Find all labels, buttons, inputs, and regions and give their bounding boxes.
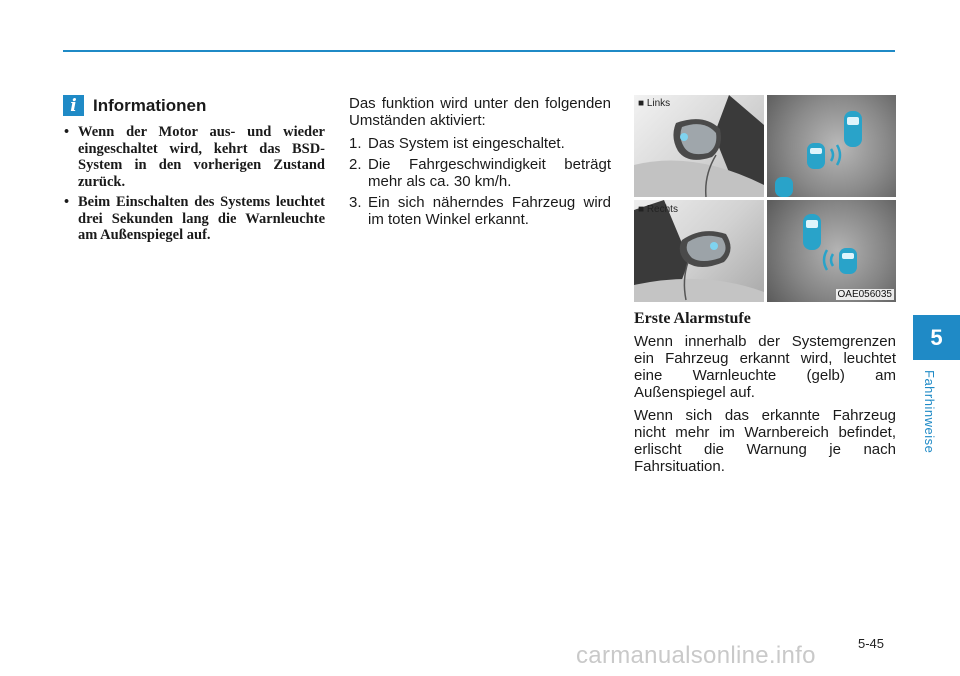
item-number: 1. (349, 135, 362, 152)
mirror-left-photo (634, 95, 764, 197)
activation-text (349, 95, 611, 232)
right-column (634, 95, 896, 481)
activation-intro: Das funktion wird unter den folgenden Umständen aktiviert: (349, 95, 611, 129)
chapter-name-text: Fahrhinweise (922, 370, 937, 454)
section-title: Erste Alarmstufe (634, 310, 751, 327)
bsd-figure (634, 95, 896, 302)
radar-left-diagram (767, 95, 896, 197)
info-header (63, 95, 325, 116)
figure-label-left: ■ Links (638, 98, 671, 109)
info-box (63, 95, 325, 248)
section-paragraph: Wenn sich das erkannte Fahrzeug nicht mehr im Warnbereich befindet, erlischt die Warnung je nach Fahrsituation. (634, 407, 896, 475)
chapter-tab: 5 (913, 315, 960, 360)
info-bullet: • Beim Einschalten des Systems leuchtet drei Sekunden lang die Warnleuchte am Außenspiegel auf. (63, 194, 325, 244)
item-text: Das System ist eingeschaltet. (368, 135, 565, 152)
item-number: 3. (349, 194, 362, 211)
item-number: 2. (349, 156, 362, 173)
page-number: 5-45 (858, 636, 885, 651)
info-icon: i (63, 95, 84, 116)
figure-label-right: ■ Rechts (638, 204, 678, 215)
section-paragraph: Wenn innerhalb der Systemgrenzen ein Fahrzeug erkannt wird, leuchtet eine Warnleuchte (gelb) am Außenspiegel auf. (634, 333, 896, 401)
activation-list (349, 135, 611, 228)
item-text: Die Fahrgeschwindigkeit beträgt mehr als ca. 30 km/h. (368, 156, 611, 190)
info-title: Informationen (93, 95, 207, 115)
info-bullet: • Wenn der Motor aus- und wieder eingeschaltet wird, kehrt das BSD-System in den vorherigen Zustand zurück. (63, 124, 325, 190)
activation-item (349, 135, 611, 152)
activation-item (349, 156, 611, 190)
figure-code: OAE056035 (837, 289, 892, 300)
watermark: carmanualsonline.info (576, 642, 816, 669)
info-bullet-list (63, 124, 325, 244)
radar-right-diagram (767, 200, 896, 302)
item-text: Ein sich näherndes Fahrzeug wird im toten Winkel erkannt. (368, 194, 611, 228)
top-rule (63, 50, 895, 52)
mirror-right-photo (634, 200, 764, 302)
activation-item (349, 194, 611, 228)
